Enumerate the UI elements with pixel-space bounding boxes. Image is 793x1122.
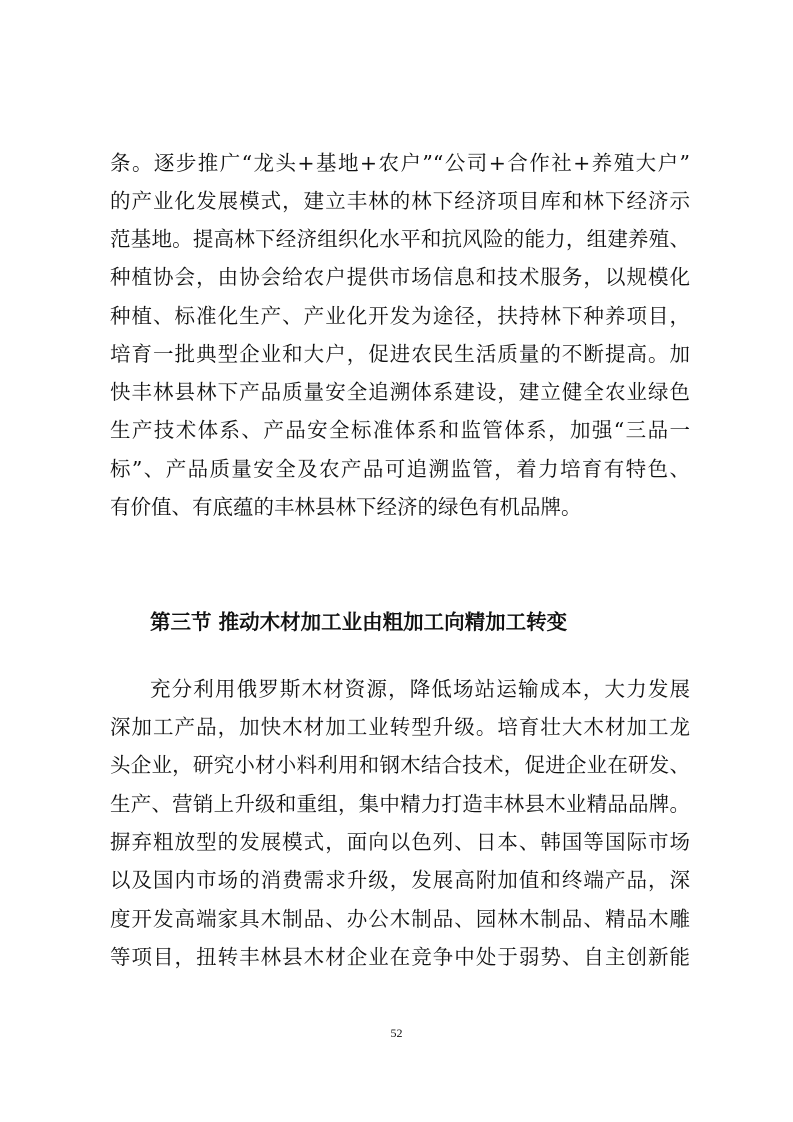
paragraph-line: 生产技术体系、产品安全标准体系和监管体系，加强“三品一: [110, 418, 690, 442]
page-number: 52: [390, 1026, 403, 1040]
paragraph-line: 等项目，扭转丰林县木材企业在竞争中处于弱势、自主创新能: [110, 945, 690, 969]
paragraph-line: 快丰林县林下产品质量安全追溯体系建设，建立健全农业绿色: [110, 380, 690, 404]
paragraph-line: 深加工产品，加快木材加工业转型升级。培育壮大木材加工龙: [110, 715, 690, 739]
paragraph-line: 有价值、有底蕴的丰林县林下经济的绿色有机品牌。: [110, 495, 582, 519]
paragraph-line: 培育一批典型企业和大户，促进农民生活质量的不断提高。加: [110, 342, 690, 366]
paragraph-line: 种植、标准化生产、产业化开发为途径，扶持林下种养项目，: [110, 304, 690, 328]
paragraph-line: 种植协会，由协会给农户提供市场信息和技术服务，以规模化: [110, 265, 690, 289]
paragraph-line: 头企业，研究小材小料利用和钢木结合技术，促进企业在研发、: [110, 753, 690, 777]
section-heading: 第三节 推动木材加工业由粗加工向精加工转变: [150, 610, 568, 634]
paragraph-line: 充分利用俄罗斯木材资源，降低场站运输成本，大力发展: [150, 677, 690, 701]
paragraph-line: 条。逐步推广“龙头+基地+农户”“公司+合作社+养殖大户”: [110, 151, 690, 175]
paragraph-line: 以及国内市场的消费需求升级，发展高附加值和终端产品，深: [110, 868, 690, 892]
paragraph-line: 度开发高端家具木制品、办公木制品、园林木制品、精品木雕: [110, 907, 690, 931]
paragraph-line: 摒弃粗放型的发展模式，面向以色列、日本、韩国等国际市场: [110, 830, 690, 854]
paragraph-line: 标”、产品质量安全及农产品可追溯监管，着力培育有特色、: [110, 457, 690, 481]
paragraph-line: 范基地。提高林下经济组织化水平和抗风险的能力，组建养殖、: [110, 227, 690, 251]
paragraph-line: 的产业化发展模式，建立丰林的林下经济项目库和林下经济示: [110, 189, 690, 213]
paragraph-line: 生产、营销上升级和重组，集中精力打造丰林县木业精品品牌。: [110, 792, 690, 816]
